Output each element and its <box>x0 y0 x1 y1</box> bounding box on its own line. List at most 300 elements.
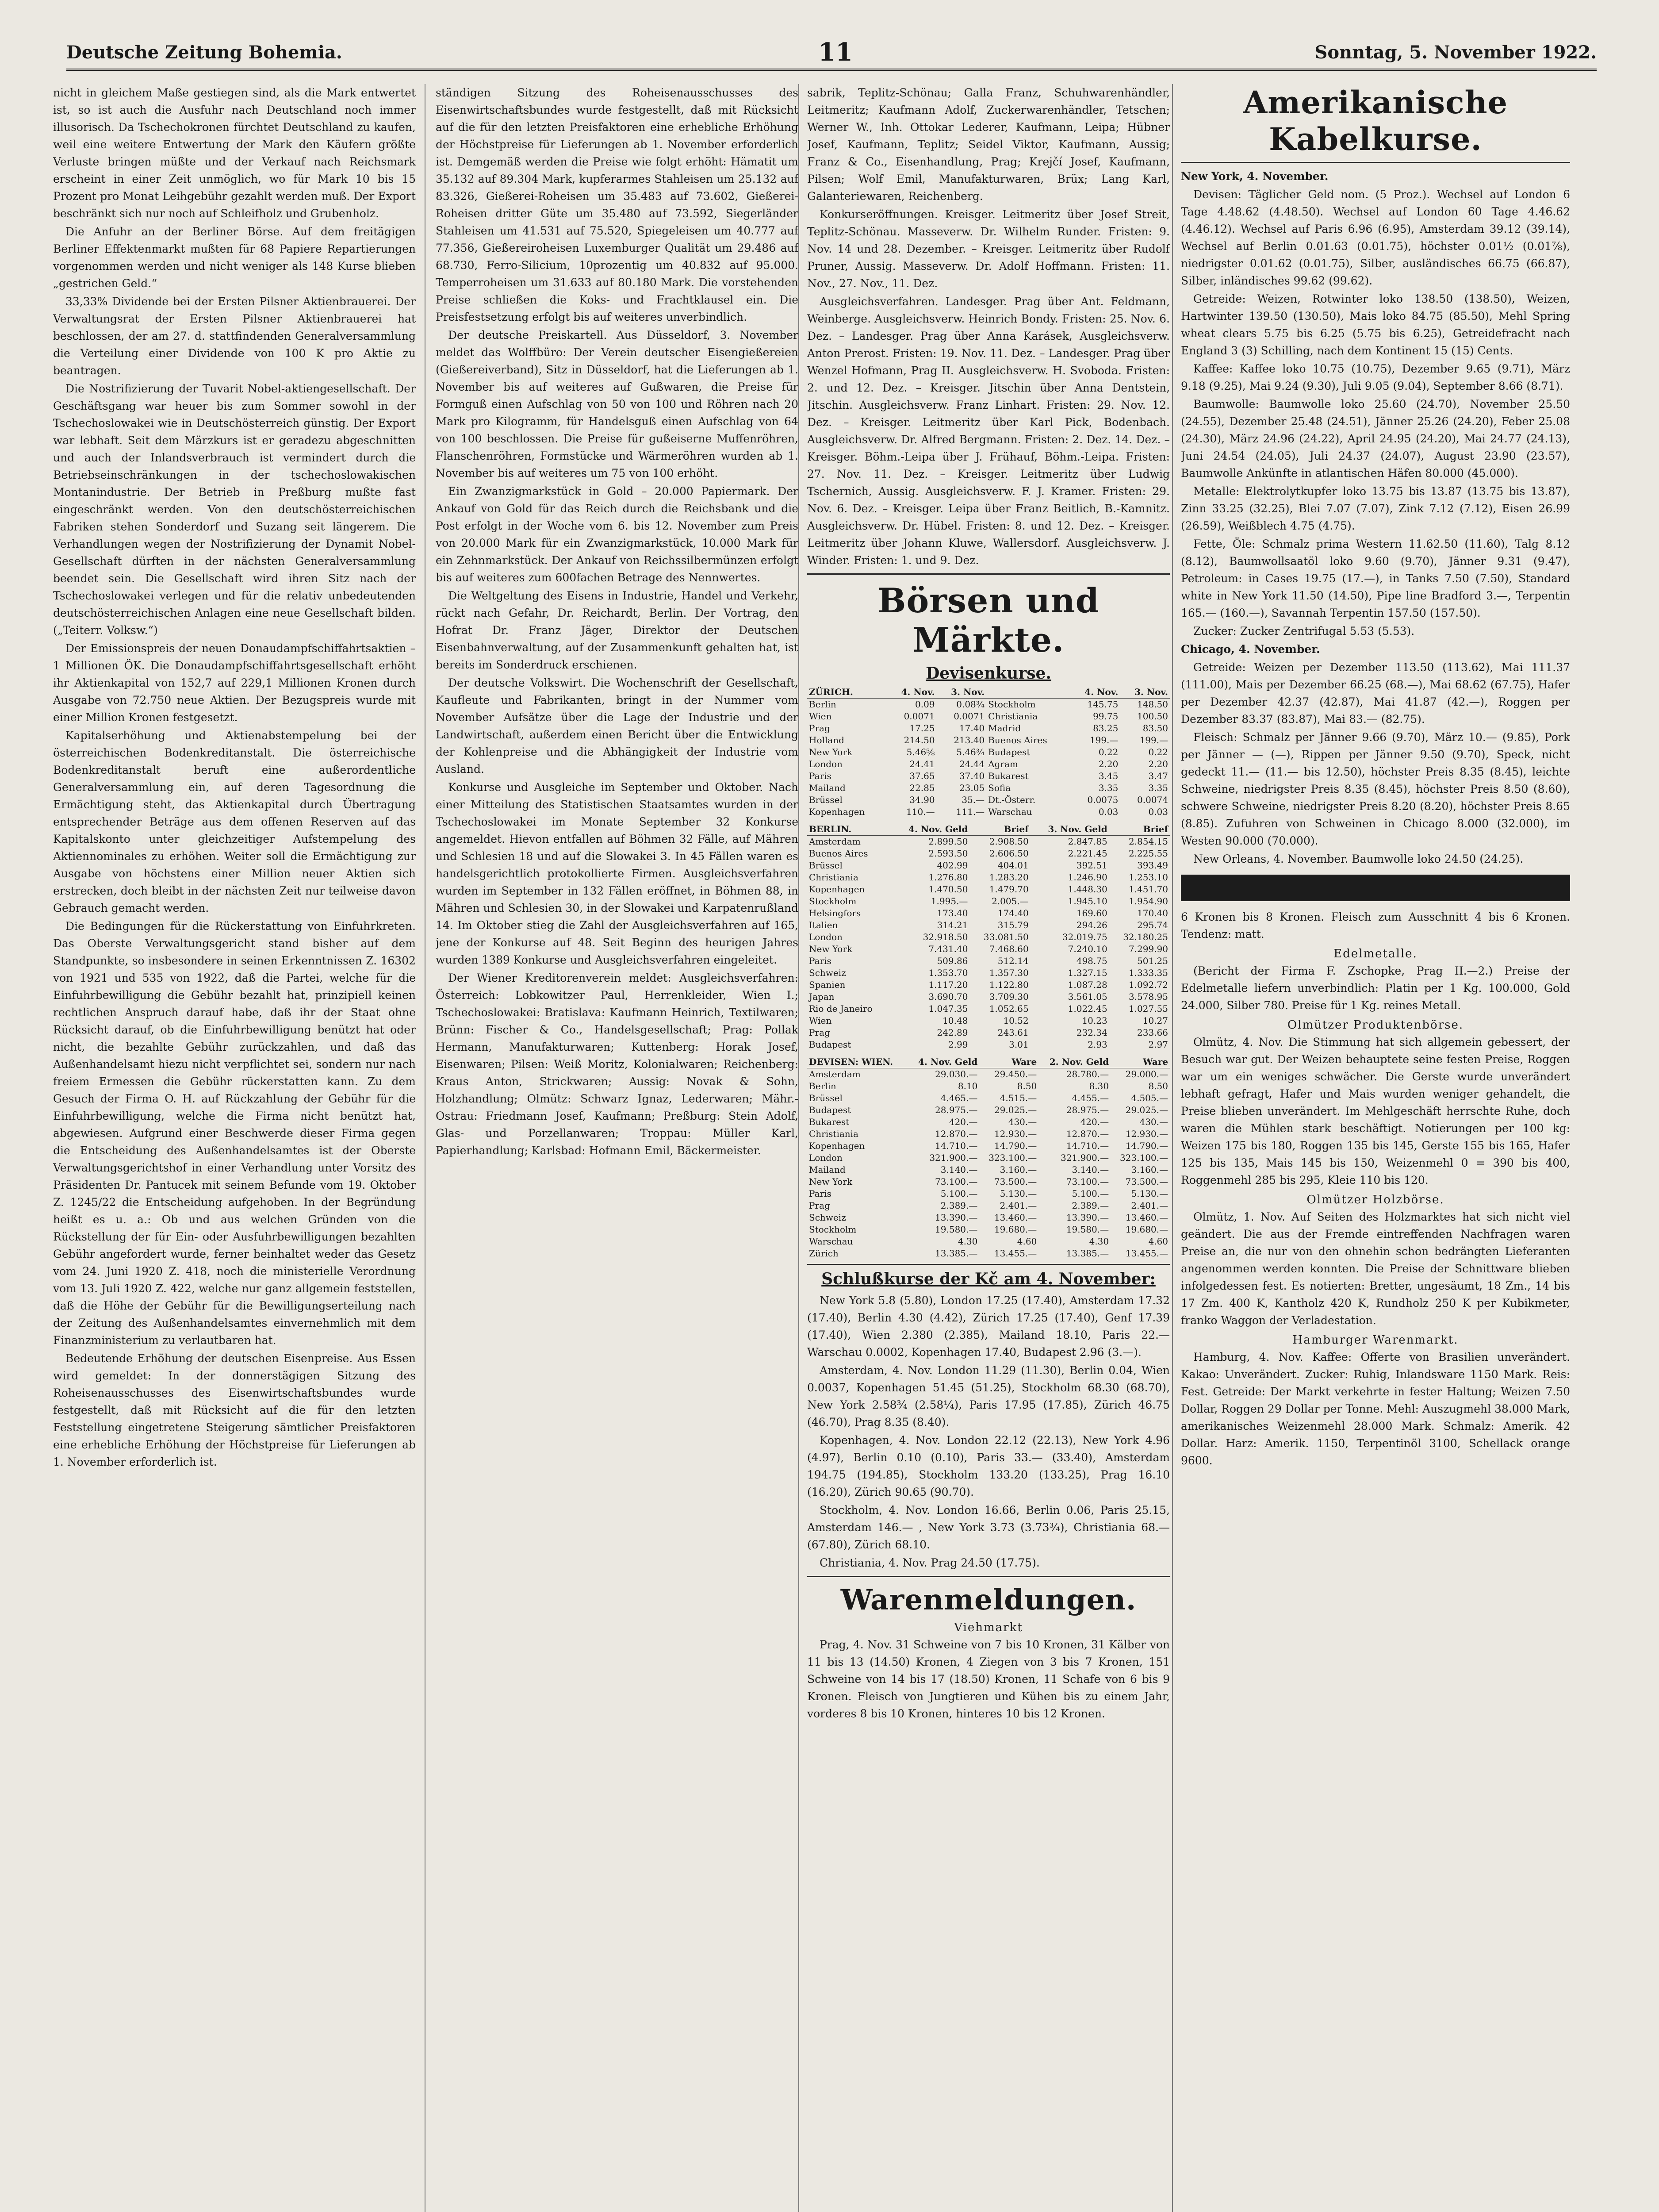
table-header-cell: 4. Nov. <box>1070 686 1120 699</box>
table-row <box>807 746 1170 758</box>
article-paragraph: Konkurseröffnungen. Kreisger. Leitmeritz über Josef Streit, Teplitz-Schönau. Masseverw. Dr. Wilhelm Runder. Fristen: 9. Nov. 14 und 28. Dezember. – Kreisger. Leitmeritz über Rudolf Pruner, Aussig. Masseverw. Dr. Adolf Hoffmann. Fristen: 11. Nov., 27. Nov., 11. Dez. <box>807 208 1170 290</box>
table-cell: New York <box>809 1176 852 1187</box>
article-paragraph: Olmütz, 1. Nov. Auf Seiten des Holzmarktes hat sich nicht viel geändert. Die aus der Fremde eintreffenden Nachfragen waren Preise an, die nur von den ohnehin schon bedrängten Lieferanten angenommen werden konnten. Die Preise der Schnittware blieben infolgedessen fest. Es notierten: Bretter, ungesäumt, 18 Zm., 14 bis 17 Zm. 400 K, Kantholz 420 K, Rundholz 250 K per Kubikmeter, franko Waggon der Verladestation. <box>1181 1210 1570 1327</box>
table-cell: 2.593.50 <box>928 848 968 859</box>
table-cell: 402.99 <box>937 860 968 871</box>
table-cell: 232.34 <box>1076 1027 1107 1038</box>
table-row <box>807 1080 1170 1092</box>
table-cell: 73.500.— <box>1125 1176 1168 1187</box>
table-cell: 73.500.— <box>994 1176 1037 1187</box>
table-cell: 0.03 <box>1148 806 1168 817</box>
table-cell: 3.160.— <box>1000 1164 1037 1175</box>
table-cell: 8.50 <box>1148 1081 1168 1091</box>
table-cell: 29.450.— <box>994 1069 1037 1079</box>
table-row <box>807 794 1170 806</box>
issue-date: Sonntag, 5. November 1922. <box>1314 42 1597 63</box>
table-cell: 1.276.80 <box>928 872 968 883</box>
table-row <box>807 919 1170 931</box>
table-cell: 2.854.15 <box>1128 836 1168 847</box>
table-cell: 404.01 <box>997 860 1029 871</box>
article-paragraph: Devisen: Täglicher Geld nom. (5 Proz.). Wechsel auf London 6 Tage 4.48.62 (4.48.50). Wechsel auf London 60 Tage 4.46.62 (4.46.12). Wechsel auf Paris 6.96 (6.95), Amsterdam 39.12 (39.14), Wechsel auf Berlin 0.01.63 (0.01.75), höchster 0.01½ (0.01⅞), niedrigster 0.01.62 (0.01.75), Silber, ausländisches 66.75 (66.87), Silber, inländisches 99.62 (99.62). <box>1181 188 1570 287</box>
table-cell: Sofia <box>988 783 1011 793</box>
table-row <box>807 806 1170 818</box>
table-cell: 3.160.— <box>1131 1164 1168 1175</box>
table-cell: 295.74 <box>1137 920 1168 930</box>
table-header-cell: Brief <box>1109 823 1170 836</box>
table-cell: 0.0071 <box>954 711 985 722</box>
table-cell: New York <box>809 747 852 757</box>
table-header-cell: 4. Nov. Geld <box>908 1056 980 1068</box>
table-header-cell: 4. Nov. <box>887 686 937 699</box>
table-cell: 35.— <box>962 795 985 805</box>
table-cell: 1.087.28 <box>1068 979 1107 990</box>
table-cell: Schweiz <box>809 968 846 978</box>
table-cell: 24.44 <box>959 759 985 769</box>
table-cell: 3.35 <box>1148 783 1168 793</box>
subsection-title: Hamburger Warenmarkt. <box>1292 1333 1459 1347</box>
table-cell: 315.79 <box>997 920 1029 930</box>
table-header-cell: Brief <box>969 823 1030 836</box>
article-paragraph: Stockholm, 4. Nov. London 16.66, Berlin 0.06, Paris 25.15, Amsterdam 146.— , New York 3.73 (3.73¾), Christiania 68.— (67.80), Zürich 68.10. <box>807 1504 1170 1551</box>
table-cell: 170.40 <box>1137 908 1168 918</box>
table-cell: 13.385.— <box>935 1248 978 1259</box>
table-row <box>807 758 1170 770</box>
table-row <box>807 836 1170 848</box>
table-cell: 8.30 <box>1089 1081 1109 1091</box>
table-cell: 29.025.— <box>1125 1105 1168 1115</box>
table-cell: New York <box>809 944 852 954</box>
article-paragraph: Die Anfuhr an der Berliner Börse. Auf dem freitägigen Berliner Effektenmarkt mußten für 68 Papiere Repartierungen vorgenommen werden und nicht weniger als 148 Kurse blieben „gestrichen Geld.“ <box>53 225 416 290</box>
table-cell: 2.606.50 <box>989 848 1029 859</box>
table-cell: Amsterdam <box>809 836 861 847</box>
table-cell: Brüssel <box>809 795 843 805</box>
table-cell: 0.03 <box>1098 806 1119 817</box>
table-cell: 173.40 <box>937 908 968 918</box>
table-cell: 1.047.35 <box>928 1003 968 1014</box>
table-cell: 7.468.60 <box>989 944 1029 954</box>
table-cell: 430.— <box>1139 1117 1168 1127</box>
table-cell: Prag <box>809 1027 830 1038</box>
table-row <box>807 710 1170 722</box>
table-cell: 10.48 <box>943 1015 968 1026</box>
zurich-rates-table <box>807 686 1170 818</box>
table-cell: 5.100.— <box>940 1188 978 1199</box>
section-divider <box>807 573 1170 575</box>
newspaper-name: Deutsche Zeitung Bohemia. <box>66 42 342 63</box>
table-cell: 1.052.65 <box>989 1003 1029 1014</box>
table-cell: Holland <box>809 735 844 745</box>
table-cell: 8.50 <box>1017 1081 1037 1091</box>
table-header-cell: BERLIN. <box>807 823 891 836</box>
table-cell: 2.847.85 <box>1068 836 1107 847</box>
article-paragraph: 33,33% Dividende bei der Ersten Pilsner Aktienbrauerei. Der Verwaltungsrat der Ersten Pilsner Aktienbrauerei hat beschlossen, der am 27. d. stattfindenden Generalversammlung die Verteilung einer Dividende von 100 K pro Aktie zu beantragen. <box>53 295 416 377</box>
table-row <box>807 860 1170 872</box>
table-cell: 28.975.— <box>935 1105 978 1115</box>
table-header-cell: 3. Nov. <box>937 686 987 699</box>
table-cell: 1.954.90 <box>1128 896 1168 906</box>
article-paragraph: New York 5.8 (5.80), London 17.25 (17.40), Amsterdam 17.32 (17.40), Berlin 4.30 (4.42), Zürich 17.25 (17.40), Genf 17.39 (17.40), Wien 2.380 (2.385), Mailand 18.10, Paris 22.— Warschau 0.0002, Kopenhagen 17.40, Budapest 2.96 (3.—). <box>807 1294 1170 1359</box>
table-row <box>807 1224 1170 1236</box>
table-cell: 1.470.50 <box>928 884 968 895</box>
table-cell: Stockholm <box>809 1224 857 1235</box>
table-cell: 5.100.— <box>1072 1188 1109 1199</box>
table-cell: Agram <box>988 759 1018 769</box>
table-row <box>807 883 1170 895</box>
table-cell: 2.401.— <box>1131 1200 1168 1211</box>
table-cell: 0.08¾ <box>956 699 985 710</box>
table-cell: 2.899.50 <box>928 836 968 847</box>
table-cell: 32.180.25 <box>1123 932 1168 942</box>
table-cell: 3.709.30 <box>989 991 1029 1002</box>
table-cell: 321.900.— <box>929 1152 978 1163</box>
table-cell: 4.60 <box>1148 1236 1168 1247</box>
table-cell: 323.100.— <box>1119 1152 1168 1163</box>
table-cell: 12.870.— <box>1066 1129 1109 1139</box>
article-paragraph: Fette, Öle: Schmalz prima Western 11.62.50 (11.60), Talg 8.12 (8.12), Baumwollsaatöl loko 9.60 (9.70), Jänner 9.31 (9.47), Petroleum: in Cases 19.75 (17.—), in Tanks 7.50 (7.50), Standard white in New York 11.50 (14.50), Pipe line Bradford 3.—, Terpentin 165.— (160.—), Savannah Terpentin 157.50 (157.50). <box>1181 538 1570 619</box>
table-cell: 1.357.30 <box>989 968 1029 978</box>
table-cell: 1.027.55 <box>1128 1003 1168 1014</box>
table-cell: 5.46¾ <box>956 747 985 757</box>
table-cell: 3.140.— <box>1072 1164 1109 1175</box>
table-cell: 145.75 <box>1087 699 1119 710</box>
table-row <box>807 1003 1170 1015</box>
article-paragraph: Die Weltgeltung des Eisens in Industrie, Handel und Verkehr, rückt nach Gefahr, Dr. Reichardt, Berlin. Der Vortrag, den Hofrat Dr. Franz Jäger, Direktor der Deutschen Eisenbahnverwaltung, auf der Zusammenkunft gehalten hat, ist bereits im Sonderdruck erschienen. <box>436 589 798 671</box>
table-cell: 2.20 <box>1098 759 1119 769</box>
table-cell: 2.93 <box>1088 1039 1107 1050</box>
table-row <box>807 699 1170 711</box>
article-paragraph: Kopenhagen, 4. Nov. London 22.12 (22.13), New York 4.96 (4.97), Berlin 0.10 (0.10), Paris 33.— (33.40), Amsterdam 194.75 (194.85), Stockholm 133.20 (133.25), Prag 16.10 (16.20), Zürich 90.65 (90.70). <box>807 1434 1170 1498</box>
table-cell: 5.130.— <box>1131 1188 1168 1199</box>
table-cell: Stockholm <box>988 699 1036 710</box>
article-paragraph: Kapitalserhöhung und Aktienabstempelung bei der österreichischen Bodenkreditanstalt. Die österreichische Bodenkreditanstalt beruft eine außerordentliche Generalversammlung ein, auf deren Tagesordnung die Ermächtigung steht, das Aktienkapital durch Übertragung entsprechender Beträge aus dem offenen Reserven auf das Kapitalskonto unter gleichzeitiger Aufstempelung des Aktiennominales zu erhöhen. Weiter soll die Ermächtigung zur Ausgabe von höchstens einer Million neuer Aktien sich erstrecken, doch bleibt in der nächsten Zeit nur teilweise davon Gebrauch gemacht werden. <box>53 729 416 914</box>
table-cell: Budapest <box>809 1105 851 1115</box>
table-row <box>807 1164 1170 1176</box>
table-cell: 1.327.15 <box>1068 968 1107 978</box>
table-cell: Kopenhagen <box>809 884 865 895</box>
table-cell: Japan <box>809 991 835 1002</box>
table-cell: 3.690.70 <box>928 991 968 1002</box>
table-cell: Spanien <box>809 979 846 990</box>
table-cell: 22.85 <box>909 783 935 793</box>
table-header-cell: DEVISEN: WIEN. <box>807 1056 908 1068</box>
column-4 <box>1181 84 1570 2212</box>
table-cell: Berlin <box>809 699 836 710</box>
table-cell: 0.0075 <box>1087 795 1119 805</box>
table-cell: 34.90 <box>909 795 935 805</box>
table-cell: London <box>809 932 843 942</box>
table-cell: 1.022.45 <box>1068 1003 1107 1014</box>
table-cell: Amsterdam <box>809 1069 861 1079</box>
table-header-cell <box>986 686 1070 699</box>
table-cell: Stockholm <box>809 896 857 906</box>
table-cell: 2.225.55 <box>1128 848 1168 859</box>
table-cell: 430.— <box>1008 1117 1037 1127</box>
table-cell: 5.46⅝ <box>906 747 935 757</box>
table-row <box>807 722 1170 734</box>
table-cell: 2.97 <box>1148 1039 1168 1050</box>
berlin-rates-table <box>807 823 1170 1051</box>
table-cell: 1.092.72 <box>1128 979 1168 990</box>
table-cell: 37.40 <box>959 771 985 781</box>
table-cell: Brüssel <box>809 860 843 871</box>
table-cell: 1.448.30 <box>1068 884 1107 895</box>
wien-rates-table <box>807 1056 1170 1260</box>
table-cell: 32.019.75 <box>1062 932 1107 942</box>
article-paragraph: New York, 4. November. <box>1181 170 1329 183</box>
section-divider <box>1181 162 1570 163</box>
article-paragraph: Metalle: Elektrolytkupfer loko 13.75 bis 13.87 (13.75 bis 13.87), Zinn 33.25 (32.25), Blei 7.07 (7.07), Zink 7.12 (7.12), Eisen 26.99 (26.59), Weißblech 4.75 (4.75). <box>1181 485 1570 532</box>
table-cell: 323.100.— <box>989 1152 1037 1163</box>
table-cell: 3.35 <box>1098 783 1119 793</box>
table-cell: 99.75 <box>1093 711 1119 722</box>
table-cell: 294.26 <box>1076 920 1107 930</box>
article-paragraph: Der deutsche Volkswirt. Die Wochenschrift der Gesellschaft, Kaufleute und Fabrikanten, bringt in der Nummer vom November Aufsätze über die Lage der Industrie und der Landwirtschaft, außerdem einen Bericht über die Entwicklung der Kohlenpreise und die Abhängigkeit der Industrie vom Ausland. <box>436 676 798 776</box>
table-cell: 12.930.— <box>994 1129 1037 1139</box>
table-cell: 83.50 <box>1142 723 1168 733</box>
table-cell: 2.908.50 <box>989 836 1029 847</box>
table-cell: 2.20 <box>1148 759 1168 769</box>
table-row <box>807 770 1170 782</box>
article-paragraph: Chicago, 4. November. <box>1181 643 1320 656</box>
table-cell: 4.505.— <box>1131 1093 1168 1103</box>
table-cell: Christiania <box>809 872 858 883</box>
page-header <box>66 38 1597 71</box>
table-cell: 243.61 <box>997 1027 1029 1038</box>
table-row <box>807 931 1170 943</box>
page-number: 11 <box>818 38 853 67</box>
table-cell: 0.0071 <box>904 711 935 722</box>
table-cell: Mailand <box>809 1164 846 1175</box>
table-cell: 13.385.— <box>1066 1248 1109 1259</box>
table-cell: Prag <box>809 723 830 733</box>
column-3 <box>807 84 1170 2212</box>
table-cell: 28.780.— <box>1066 1069 1109 1079</box>
article-paragraph: Fleisch: Schmalz per Jänner 9.66 (9.70), März 10.— (9.85), Pork per Jänner — (—), Rippen per Jänner 9.50 (9.70), Speck, nicht gedeckt 11.— (11.— bis 12.50), höchster Preis 8.35 (8.45), leichte Schweine, niedrigster Preis 8.35 (8.45), höchster Preis 8.50 (8.60), schwere Schweine, niedrigster Preis 8.20 (8.20), höchster Preis 8.65 (8.85). Zufuhren von Schweinen in Chicago 8.000 (32.000), im Westen 90.000 (70.000). <box>1181 731 1570 847</box>
table-header-cell: ZÜRICH. <box>807 686 887 699</box>
table-cell: 420.— <box>1080 1117 1109 1127</box>
article-paragraph: Getreide: Weizen, Rotwinter loko 138.50 (138.50), Weizen, Hartwinter 139.50 (130.50), Mais loko 84.75 (85.50), Mehl Spring wheat clears 5.75 bis 6.25 (5.75 bis 6.25), Getreidefracht nach England 3 (3) Schilling, nach dem Kontinent 15 (15) Cents. <box>1181 292 1570 357</box>
table-cell: 1.253.10 <box>1128 872 1168 883</box>
table-cell: 24.41 <box>909 759 935 769</box>
table-row <box>807 1140 1170 1152</box>
table-cell: 12.930.— <box>1125 1129 1168 1139</box>
table-cell: 110.— <box>906 806 935 817</box>
table-cell: 3.578.95 <box>1128 991 1168 1002</box>
table-cell: 4.30 <box>958 1236 978 1247</box>
table-cell: 4.455.— <box>1072 1093 1109 1103</box>
article-paragraph: Der Wiener Kreditorenverein meldet: Ausgleichsverfahren: Österreich: Lobkowitzer Paul, Herrenkleider, Wien I.; Tschechoslowakei: Bratislava: Kaufmann Heinrich, Textilwaren; Brünn: Fischer & Co., Handelsgesellschaft; Prag: Pollak Hermann, Manufakturwaren; Kuttenberg: Horak Josef, Eisenwaren; Pilsen: Weiß Moritz, Kolonialwaren; Reichenberg: Kraus Anton, Strickwaren; Aussig: Novak & Sohn, Holzhandlung; Olmütz: Schwarz Ignaz, Lederwaren; Mähr.-Ostrau: Friedmann Josef, Kaufmann; Preßburg: Stein Adolf, Glas- und Porzellanwaren; Troppau: Müller Karl, Papierhandlung; Karlsbad: Hofmann Emil, Bäckermeister. <box>436 972 798 1157</box>
table-cell: 1.283.20 <box>989 872 1029 883</box>
table-cell: Buenos Aires <box>809 848 868 859</box>
table-cell: 169.60 <box>1076 908 1107 918</box>
table-cell: 1.117.20 <box>928 979 968 990</box>
table-cell: 7.240.10 <box>1068 944 1107 954</box>
table-row <box>807 1128 1170 1140</box>
article-paragraph: (Bericht der Firma F. Zschopke, Prag II.—2.) Preise der Edelmetalle liefern unverbindlich: Platin per 1 Kg. 100.000, Gold 24.000, Silber 780. Preise für 1 Kg. reines Metall. <box>1181 964 1570 1012</box>
table-cell: Mailand <box>809 783 846 793</box>
table-row <box>807 967 1170 979</box>
table-cell: 29.030.— <box>935 1069 978 1079</box>
table-cell: 2.389.— <box>1072 1200 1109 1211</box>
section-title: Börsen und Märkte. <box>877 581 1100 660</box>
table-row <box>807 991 1170 1003</box>
table-cell: 111.— <box>956 806 985 817</box>
table-cell: Buenos Aires <box>988 735 1047 745</box>
table-cell: Paris <box>809 956 831 966</box>
table-header-cell: 3. Nov. <box>1120 686 1170 699</box>
table-row <box>807 955 1170 967</box>
table-cell: 83.25 <box>1093 723 1119 733</box>
article-paragraph: Ein Zwanzigmarkstück in Gold – 20.000 Papiermark. Der Ankauf von Gold für das Reich durch die Reichsbank und die Post erfolgt in der Woche vom 6. bis 12. November zum Preis von 20.000 Mark für ein Zwanzigmarkstück, 10.000 Mark für ein Zehnmarkstück. Der Ankauf von Reichssilbermünzen erfolgt bis auf weiteres zum 600fachen Betrage des Nennwertes. <box>436 485 798 584</box>
table-cell: Wien <box>809 711 832 722</box>
table-cell: 420.— <box>949 1117 978 1127</box>
table-cell: 13.460.— <box>994 1212 1037 1223</box>
table-cell: 19.680.— <box>994 1224 1037 1235</box>
article-paragraph: Hamburg, 4. Nov. Kaffee: Offerte von Brasilien unverändert. Kakao: Unverändert. Zucker: Ruhig, Inlandsware 1150 Mark. Reis: Fest. Getreide: Der Markt verkehrte in fester Haltung; Weizen 7.50 Dollar, Roggen 29 Dollar per Tonne. Mehl: Auszugmehl 38.000 Mark, amerikanisches Weizenmehl 28.000 Mark. Schmalz: Amerik. 42 Dollar. Harz: Amerik. 1150, Terpentinöl 3100, Schellack orange 9600. <box>1181 1351 1570 1467</box>
table-cell: 33.081.50 <box>983 932 1029 942</box>
table-cell: 3.45 <box>1098 771 1119 781</box>
table-cell: 1.945.10 <box>1068 896 1107 906</box>
article-paragraph: Zucker: Zucker Zentrifugal 5.53 (5.53). <box>1193 625 1415 637</box>
table-cell: Helsingfors <box>809 908 861 918</box>
table-cell: 29.025.— <box>994 1105 1037 1115</box>
table-cell: 17.25 <box>909 723 935 733</box>
table-row <box>807 1212 1170 1224</box>
article-paragraph: Olmütz, 4. Nov. Die Stimmung hat sich allgemein gebessert, der Besuch war gut. Der Weizen behauptete seine festen Preise, Roggen war um ein weniges schwächer. Die Gerste wurde unverändert lebhaft gefragt, Hafer und Mais wurden weniger gehandelt, die Preise blieben unverändert. Im Mehlgeschäft herrschte Ruhe, doch waren die Mühlen stark beschäftigt. Notierungen per 100 kg: Weizen 175 bis 180, Roggen 135 bis 145, Gerste 155 bis 165, Hafer 125 bis 135, Mais 145 bis 150, Weizenmehl 0 = 390 bis 400, Roggenmehl 285 bis 295, Kleie 110 bis 120. <box>1181 1036 1570 1187</box>
table-row <box>807 943 1170 955</box>
table-row <box>807 1027 1170 1039</box>
table-cell: Brüssel <box>809 1093 843 1103</box>
table-cell: Berlin <box>809 1081 836 1091</box>
table-cell: London <box>809 1152 843 1163</box>
table-cell: 100.50 <box>1137 711 1168 722</box>
table-cell: 19.680.— <box>1125 1224 1168 1235</box>
table-cell: 73.100.— <box>935 1176 978 1187</box>
table-cell: 13.390.— <box>1066 1212 1109 1223</box>
table-row <box>807 979 1170 991</box>
article-paragraph: Der Emissionspreis der neuen Donaudampfschiffahrtsaktien – 1 Millionen ÖK. Die Donaudampfschiffahrtsgesellschaft erhöht ihr Aktienkapital von 152,7 auf 229,1 Millionen Kronen durch Ausgabe von 72.750 neue Aktien. Der Bezugspreis wurde mit einer Million Kronen festgesetzt. <box>53 642 416 724</box>
table-cell: 4.30 <box>1089 1236 1109 1247</box>
table-cell: 512.14 <box>997 956 1029 966</box>
table-cell: 0.22 <box>1098 747 1119 757</box>
table-cell: 4.60 <box>1017 1236 1037 1247</box>
table-cell: Bukarest <box>988 771 1029 781</box>
table-cell: 213.40 <box>954 735 985 745</box>
table-cell: 13.455.— <box>1125 1248 1168 1259</box>
article-paragraph: Kaffee: Kaffee loko 10.75 (10.75), Dezember 9.65 (9.71), März 9.18 (9.25), Mai 9.24 (9.30), Juli 9.05 (9.04), September 8.66 (8.71). <box>1181 362 1570 392</box>
table-cell: 501.25 <box>1137 956 1168 966</box>
table-row <box>807 1176 1170 1188</box>
table-cell: Christiania <box>809 1129 858 1139</box>
table-cell: 1.479.70 <box>989 884 1029 895</box>
table-cell: 1.122.80 <box>989 979 1029 990</box>
column-2 <box>436 84 798 2212</box>
table-cell: 7.299.90 <box>1128 944 1168 954</box>
article-paragraph: Der deutsche Preiskartell. Aus Düsseldorf, 3. November meldet das Wolffbüro: Der Verein deutscher Eisengießereien (Gießereiverband), Sitz in Düsseldorf, hat die Lieferungen ab 1. November bis auf weiteres auf Gußwaren, die Preise für Formguß einen Aufschlag von 50 von 100 und Röhren nach 20 Mark pro Kilogramm, für Handelsguß einen Aufschlag von 64 von 100 beschlossen. Die Preise für gußeiserne Muffenröhren, Flanschenröhren, Formstücke und Wärmeröhren wurden ab 1. November bis auf weiteres um 75 von 100 erhöht. <box>436 329 798 480</box>
table-cell: 199.— <box>1139 735 1168 745</box>
table-cell: 13.390.— <box>935 1212 978 1223</box>
table-row <box>807 1068 1170 1081</box>
table-cell: 2.221.45 <box>1068 848 1107 859</box>
table-cell: Christiania <box>988 711 1038 722</box>
subsection-title: Devisenkurse. <box>926 664 1051 683</box>
table-row <box>807 1200 1170 1212</box>
table-header-cell: 2. Nov. Geld <box>1038 1056 1111 1068</box>
table-cell: Budapest <box>988 747 1031 757</box>
table-cell: Wien <box>809 1015 832 1026</box>
table-cell: 37.65 <box>909 771 935 781</box>
article-paragraph: Prag, 4. Nov. 31 Schweine von 7 bis 10 Kronen, 31 Kälber von 11 bis 13 (14.50) Kronen, 4 Ziegen von 3 bis 7 Kronen, 151 Schweine von 14 bis 17 (18.50) Kronen, 11 Schafe von 6 bis 9 Kronen. Fleisch von Jungtieren und Kühen bis zu einem Jahr, vorderes 8 bis 10 Kronen, hinteres 10 bis 12 Kronen. <box>807 1638 1170 1720</box>
article-paragraph: Bedeutende Erhöhung der deutschen Eisenpreise. Aus Essen wird gemeldet: In der donnerstägigen Sitzung des Roheisenausschusses des Eisenwirtschaftsbundes wurde festgestellt, daß mit Rücksicht auf die für den letzten Feststellung eingetretene Steigerung sämtlicher Preisfaktoren eine erhebliche Erhöhung der Höchstpreise für Lieferungen ab 1. November erforderlich ist. <box>53 1352 416 1468</box>
table-row <box>807 1248 1170 1260</box>
table-cell: 10.23 <box>1082 1015 1107 1026</box>
table-cell: 2.401.— <box>1000 1200 1037 1211</box>
article-paragraph: Konkurse und Ausgleiche im September und Oktober. Nach einer Mitteilung des Statistischen Staatsamtes wurden in der Tschechoslowakei im Monate September 32 Konkurse angemeldet. Hievon entfallen auf Böhmen 32 Fälle, auf Mähren und Schlesien 18 und auf die Slowakei 3. In 45 Fällen waren es handelsgerichtlich protokollierte Firmen. Ausgleichsverfahren wurden im September in 132 Fällen eröffnet, in Böhmen 88, in Mähren und Schlesien 30, in der Slowakei und Karpatenrußland 14. Im Oktober stieg die Zahl der Ausgleichsverfahren auf 165, jene der Konkurse auf 48. Seit Beginn des heurigen Jahres wurden 1389 Konkurse und Ausgleichsverfahren eingeleitet. <box>436 781 798 966</box>
table-cell: 321.900.— <box>1061 1152 1109 1163</box>
table-cell: 393.49 <box>1137 860 1168 871</box>
table-row <box>807 848 1170 860</box>
subsection-title: Olmützer Holzbörse. <box>1307 1193 1444 1206</box>
table-row <box>807 895 1170 907</box>
article-paragraph: Baumwolle: Baumwolle loko 25.60 (24.70), November 25.50 (24.55), Dezember 25.48 (24.51), Jänner 25.26 (24.20), Feber 25.08 (24.30), März 24.96 (24.22), April 24.95 (24.20), Mai 24.77 (24.13), Juni 24.54 (24.05), Juli 24.37 (24.07), August 23.90 (23.57), Baumwolle Ankünfte in atlantischen Häfen 80.000 (45.000). <box>1181 398 1570 480</box>
subsection-title: Viehmarkt <box>954 1621 1023 1634</box>
table-cell: 314.21 <box>937 920 968 930</box>
table-cell: 5.130.— <box>1000 1188 1037 1199</box>
table-cell: Zürich <box>809 1248 839 1259</box>
table-cell: 17.40 <box>959 723 985 733</box>
table-cell: Budapest <box>809 1039 851 1050</box>
table-cell: 392.51 <box>1076 860 1107 871</box>
table-cell: Schweiz <box>809 1212 846 1223</box>
table-header-cell: 3. Nov. Geld <box>1031 823 1109 836</box>
table-cell: Prag <box>809 1200 830 1211</box>
article-paragraph: Die Nostrifizierung der Tuvarit Nobel-aktiengesellschaft. Der Geschäftsgang war heuer bis zum Sommer sowohl in der Tschechoslowakei wie in Deutschösterreich günstig. Der Export war lebhaft. Seit dem Märzkurs ist er geradezu abgeschnitten und auch der Inlandsverbrauch ist vermindert durch die Betriebseinschränkungen in der tschechoslowakischen Montanindustrie. Der Betrieb in Preßburg mußte fast eingeschränkt werden. Von den deutschösterreichischen Fabriken stehen Sonderdorf und Suzang seit längerem. Die Verhandlungen wegen der Nostrifizierung der Dynamit Nobel-Gesellschaft dürften in der nächsten Generalversammlung beendet sein. Die Gesellschaft wird ihren Sitz nach der Tschechoslowakei verlegen und für die relativ unbedeutenden deutschösterreichischen Anlagen eine neue Gesellschaft bilden. („Teiterr. Volksw.“) <box>53 382 416 637</box>
article-paragraph: New Orleans, 4. November. Baumwolle loko 24.50 (24.25). <box>1193 853 1524 865</box>
table-cell: Dt.-Österr. <box>988 795 1036 805</box>
section-title: Warenmeldungen. <box>840 1583 1137 1617</box>
table-cell: 174.40 <box>997 908 1029 918</box>
table-cell: 13.460.— <box>1125 1212 1168 1223</box>
table-cell: 73.100.— <box>1066 1176 1109 1187</box>
table-cell: 2.389.— <box>940 1200 978 1211</box>
table-row <box>807 1092 1170 1104</box>
article-paragraph: Die Bedingungen für die Rückerstattung von Einfuhrkreten. Das Oberste Verwaltungsgericht stand bisher auf dem Standpunkte, so insbesondere in seinen Erkenntnissen Z. 16302 von 1921 und 535 von 1922, daß die Partei, welche für die Einfuhrbewilligung die Gebühr bezahlt hat, prinzipiell keinen rechtlichen Anspruch darauf habe, daß ihr der Staat ohne Rücksicht darauf, ob die Einfuhrbewilligung benützt hat oder nicht, die bezahlte Gebühr zurückzahlen, und daß das Außenhandelsamt hiezu nicht verpflichtet sei, sondern nur nach freiem Ermessen die Gebühr rückerstatten kann. Zu dem Gesuch der Firma O. H. auf Rückzahlung der Gebühr für die Einfuhrbewilligung, welche die Firma nicht benützt hat, abgewiesen. Aufgrund einer Beschwerde dieser Firma gegen die Entscheidung des Außenhandelsamtes ist der Oberste Verwaltungsgerichtshof in einer Verhandlung unter Vorsitz des Präsidenten Dr. Pantucek mit seinem Befunde vom 19. Oktober Z. 1245/22 die Entscheidung aufgehoben. In der Begründung heißt es u. a.: Ob und aus welchen Gründen von die Rückstellung der für Ein- oder Ausfuhrbewilligungen bezahlten Gebühr angefordert wurde, ferner beinhaltet weder das Gesetz vom 24. Juni 1920 Z. 418, noch die ministerielle Verordnung vom 13. Juli 1920 Z. 422, welche nur ganz allgemein feststellen, daß die Höhe der Gebühr für die Bewilligungserteilung nach der Zeitung des Außenhandelsamtes einvernehmlich mit dem Finanzministerium zu verlautbaren hat. <box>53 920 416 1347</box>
table-cell: 3.47 <box>1148 771 1168 781</box>
table-cell: 23.05 <box>959 783 985 793</box>
table-cell: 3.140.— <box>940 1164 978 1175</box>
table-cell: 233.66 <box>1137 1027 1168 1038</box>
table-cell: 13.455.— <box>994 1248 1037 1259</box>
table-row <box>807 1188 1170 1200</box>
table-cell: 242.89 <box>937 1027 968 1038</box>
table-row <box>807 1015 1170 1027</box>
table-cell: 7.431.40 <box>928 944 968 954</box>
table-cell: 199.— <box>1089 735 1119 745</box>
table-cell: London <box>809 759 843 769</box>
black-print-bar <box>1181 875 1570 901</box>
table-cell: Madrid <box>988 723 1021 733</box>
table-cell: 3.561.05 <box>1068 991 1107 1002</box>
table-header-cell: Ware <box>979 1056 1038 1068</box>
article-paragraph: Ausgleichsverfahren. Landesger. Prag über Ant. Feldmann, Weinberge. Ausgleichsverw. Heinrich Bondy. Fristen: 25. Nov. 6. Dez. – Landesger. Prag über Anna Karásek, Ausgleichsverw. Anton Prerost. Fristen: 19. Nov. 11. Dez. – Landesger. Prag über Wenzel Hofmann, Prag II. Ausgleichsverw. H. Svoboda. Fristen: 2. und 12. Dez. – Kreisger. Jitschin über Anna Dentstein, Jitschin. Ausgleichsverw. Franz Linhart. Fristen: 29. Nov. 12. Dez. – Kreisger. Leitmeritz über Karl Pick, Bodenbach. Ausgleichsverw. Dr. Alfred Bergmann. Fristen: 2. Dez. 14. Dez. – Kreisger. Böhm.-Leipa über J. Frühauf, Böhm.-Leipa. Fristen: 27. Nov. 11. Dez. – Kreisger. Leitmeritz über Ludwig Tschernich, Aussig. Ausgleichsverw. F. J. Kramer. Fristen: 29. Nov. 6. Dez. – Kreisger. Leipa über Franz Beitlich, B.-Kamnitz. Ausgleichsverw. Dr. Hübel. Fristen: 8. und 12. Dez. – Kreisger. Leitmeritz über Johann Kluwe, Wallersdorf. Ausgleichsverw. J. Winder. Fristen: 1. und 9. Dez. <box>807 295 1170 567</box>
table-cell: 214.50 <box>904 735 935 745</box>
table-cell: 19.580.— <box>935 1224 978 1235</box>
table-row <box>807 1152 1170 1164</box>
table-row <box>807 907 1170 919</box>
table-cell: Kopenhagen <box>809 1141 865 1151</box>
article-paragraph: 6 Kronen bis 8 Kronen. Fleisch zum Ausschnitt 4 bis 6 Kronen. Tendenz: matt. <box>1181 910 1570 941</box>
subsection-title: Edelmetalle. <box>1333 947 1418 960</box>
